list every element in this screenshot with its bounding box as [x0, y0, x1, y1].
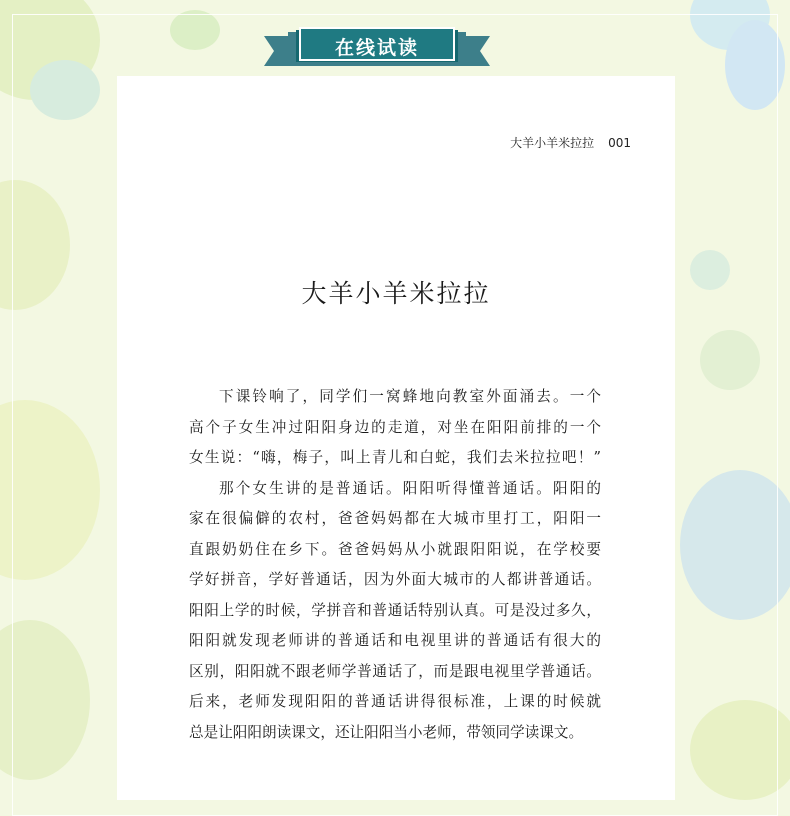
- running-head-title: 大羊小羊米拉拉: [510, 136, 595, 150]
- book-page: [117, 76, 675, 800]
- page-number: 001: [608, 136, 631, 150]
- text-line: 女生说：“嗨，梅子，叫上青儿和白蛇，我们去米拉拉吧！”: [189, 449, 601, 466]
- running-head: [510, 134, 631, 151]
- text-line: 高个子女生冲过阳阳身边的走道，对坐在阳阳前排的一个: [189, 418, 601, 436]
- text-line: 直跟奶奶住在乡下。爸爸妈妈从小就跟阳阳说，在学校要: [189, 540, 601, 558]
- text-line: 阳阳就发现老师讲的普通话和电视里讲的普通话有很大的: [189, 632, 601, 649]
- text-line: 下课铃响了，同学们一窝蜂地向教室外面涌去。一个: [219, 388, 601, 405]
- text-line: 那个女生讲的是普通话。阳阳听得懂普通话。阳阳的: [219, 479, 601, 497]
- text-line: 区别，阳阳就不跟老师学普通话了，而是跟电视里学普通话。: [189, 662, 601, 680]
- chapter-title: 大羊小羊米拉拉: [301, 279, 491, 308]
- banner-label: 在线试读: [334, 37, 419, 59]
- paragraph: [189, 474, 601, 749]
- body-text: [189, 382, 601, 748]
- text-line: 学好拼音，学好普通话，因为外面大城市的人都讲普通话。: [189, 571, 601, 588]
- online-preview-banner: [264, 26, 490, 72]
- text-line: 总是让阳阳朗读课文，还让阳阳当小老师，带领同学读课文。: [189, 723, 584, 741]
- text-line: 后来，老师发现阳阳的普通话讲得很标准，上课的时候就: [189, 693, 601, 710]
- text-line: 家在很偏僻的农村，爸爸妈妈都在大城市里打工，阳阳一: [189, 510, 601, 527]
- text-line: 阳阳上学的时候，学拼音和普通话特别认真。可是没过多久，: [189, 601, 601, 619]
- paragraph: [189, 382, 601, 474]
